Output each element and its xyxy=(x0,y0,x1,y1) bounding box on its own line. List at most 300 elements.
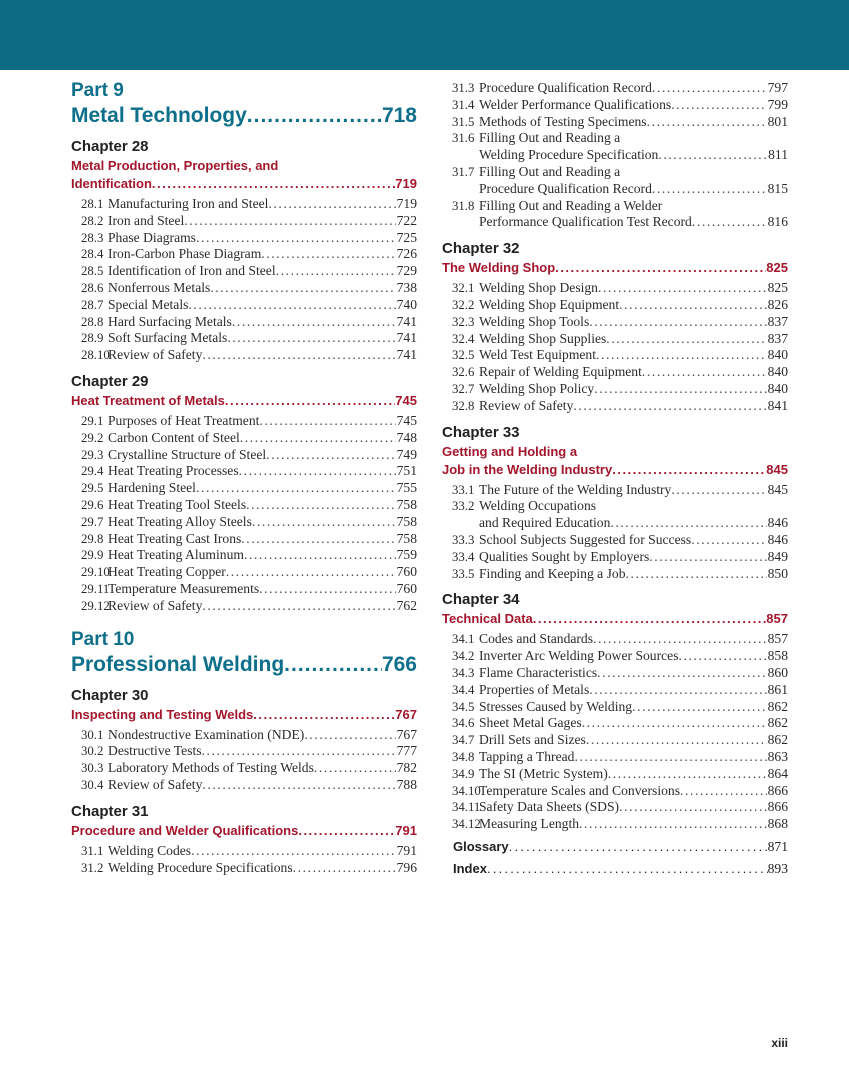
section-number: 34.7 xyxy=(452,733,475,748)
leader-dots xyxy=(298,822,395,840)
section-number: 34.12 xyxy=(452,817,481,832)
chapter-label: Chapter 32 xyxy=(442,240,520,258)
section-number: 31.6 xyxy=(452,131,475,146)
toc-entry[interactable] xyxy=(442,665,788,682)
leader-dots xyxy=(227,330,395,347)
entry-last-line xyxy=(108,727,417,744)
backmatter-page: 871 xyxy=(767,838,788,854)
entry-last-line xyxy=(108,330,417,347)
chapter-page: 857 xyxy=(766,611,788,627)
entry-page: 748 xyxy=(396,429,417,445)
entry-last-line xyxy=(479,114,788,131)
entry-last-line xyxy=(108,547,417,564)
entry-page: 840 xyxy=(767,380,788,396)
leader-dots xyxy=(244,547,396,564)
toc-entry[interactable] xyxy=(71,330,417,347)
toc-entry[interactable] xyxy=(442,114,788,131)
leader-dots xyxy=(533,610,767,628)
entry-title: Heat Treating Aluminum xyxy=(108,547,244,563)
chapter-label: Chapter 29 xyxy=(71,372,149,390)
entry-last-line xyxy=(479,314,788,331)
section-number: 33.5 xyxy=(452,566,475,581)
entry-body xyxy=(479,130,788,164)
toc-left-column xyxy=(71,80,417,881)
entry-page: 846 xyxy=(767,531,788,547)
chapter-title-line[interactable]: Metal Production, Properties, and xyxy=(71,158,279,173)
toc-entry[interactable] xyxy=(442,482,788,499)
entry-last-line xyxy=(108,777,417,794)
entry-title: Nondestructive Examination (NDE) xyxy=(108,726,305,742)
entry-page: 777 xyxy=(396,743,417,759)
entry-body xyxy=(479,381,788,398)
entry-last-line xyxy=(479,566,788,583)
leader-dots xyxy=(188,297,395,314)
toc-entry[interactable] xyxy=(71,447,417,464)
entry-title: Measuring Length xyxy=(479,816,580,832)
toc-entry[interactable] xyxy=(71,514,417,531)
toc-entry[interactable] xyxy=(442,699,788,716)
entry-title: Review of Safety xyxy=(108,347,203,363)
leader-dots xyxy=(487,861,768,877)
leader-dots xyxy=(608,766,767,783)
header-bar xyxy=(0,0,849,70)
chapter-title[interactable] xyxy=(442,461,788,479)
section-number: 32.2 xyxy=(452,297,475,312)
entry-page: 799 xyxy=(767,96,788,112)
section-number: 34.2 xyxy=(452,649,475,664)
toc-entry[interactable] xyxy=(442,732,788,749)
toc-entry[interactable] xyxy=(442,799,788,816)
entry-page: 719 xyxy=(396,196,417,211)
section-number: 33.1 xyxy=(452,482,475,497)
toc-entry[interactable] xyxy=(71,430,417,447)
section-number: 30.4 xyxy=(81,777,104,792)
entry-title: Repair of Welding Equipment xyxy=(479,364,642,380)
toc-entry[interactable] xyxy=(71,547,417,564)
part-block xyxy=(71,629,417,678)
section-number: 33.3 xyxy=(452,532,475,547)
entry-page: 801 xyxy=(767,113,788,129)
toc-entry[interactable] xyxy=(442,314,788,331)
entry-page: 862 xyxy=(767,732,788,748)
entry-title: Hard Surfacing Metals xyxy=(108,313,232,329)
continued-entry-list xyxy=(442,80,788,231)
entry-last-line xyxy=(108,760,417,777)
toc-entry[interactable] xyxy=(71,727,417,744)
toc-entry[interactable] xyxy=(442,130,788,164)
entry-body xyxy=(108,581,417,598)
chapter-title[interactable] xyxy=(442,259,788,277)
section-number: 29.12 xyxy=(81,598,110,613)
toc-entry[interactable] xyxy=(71,280,417,297)
chapter-title-text: Identification xyxy=(71,176,152,191)
entry-last-line xyxy=(479,482,788,499)
toc-entry[interactable] xyxy=(442,498,788,532)
entry-last-line xyxy=(479,799,788,816)
entry-list xyxy=(71,727,417,794)
chapter-label: Chapter 30 xyxy=(71,686,149,704)
entry-body xyxy=(108,480,417,497)
leader-dots xyxy=(652,80,767,97)
entry-title: Welding Procedure Specifications xyxy=(108,859,293,875)
leader-dots xyxy=(589,682,766,699)
toc-entry[interactable] xyxy=(442,566,788,583)
entry-title: Heat Treating Processes xyxy=(108,463,239,479)
entry-title: Procedure Qualification Record xyxy=(479,80,652,95)
section-number: 32.3 xyxy=(452,314,475,329)
section-number: 29.4 xyxy=(81,464,104,479)
part-block xyxy=(71,80,417,129)
section-number: 34.4 xyxy=(452,682,475,697)
toc-entry[interactable] xyxy=(442,648,788,665)
entry-last-line xyxy=(108,843,417,860)
entry-last-line xyxy=(108,246,417,263)
entry-page: 767 xyxy=(396,726,417,742)
leader-dots xyxy=(606,331,766,348)
toc-entry[interactable] xyxy=(442,766,788,783)
section-number: 29.9 xyxy=(81,548,104,563)
entry-last-line xyxy=(479,398,788,415)
section-number: 31.3 xyxy=(452,81,475,95)
part-page: 766 xyxy=(381,652,417,676)
toc-entry[interactable] xyxy=(442,631,788,648)
toc-entry[interactable] xyxy=(442,331,788,348)
chapter-title-text: Technical Data xyxy=(442,611,533,627)
entry-page: 816 xyxy=(767,214,788,230)
section-number: 28.3 xyxy=(81,230,104,245)
part-title-text: Metal Technology xyxy=(71,104,247,127)
toc-entry[interactable] xyxy=(71,480,417,497)
entry-page: 845 xyxy=(767,481,788,497)
entry-page: 751 xyxy=(396,463,417,479)
entry-last-line xyxy=(479,816,788,833)
part-title-text: Professional Welding xyxy=(71,652,285,676)
section-number: 32.6 xyxy=(452,365,475,380)
leader-dots xyxy=(596,347,767,364)
entry-title: Properties of Metals xyxy=(479,681,590,697)
entry-title: Qualities Sought by Employers xyxy=(479,548,650,564)
entry-page: 863 xyxy=(767,748,788,764)
section-number: 34.9 xyxy=(452,766,475,781)
leader-dots xyxy=(259,581,395,598)
leader-dots xyxy=(196,230,396,247)
leader-dots xyxy=(253,706,395,724)
chapter-page: 825 xyxy=(766,260,788,276)
chapter-block xyxy=(442,423,788,583)
leader-dots xyxy=(241,531,395,548)
entry-body xyxy=(479,715,788,732)
entry-title: Welding Shop Equipment xyxy=(479,296,620,312)
entry-body xyxy=(479,631,788,648)
entry-body xyxy=(479,331,788,348)
part-number: Part 9 xyxy=(71,80,124,101)
section-number: 32.4 xyxy=(452,331,475,346)
toc-entry[interactable] xyxy=(71,230,417,247)
entry-body xyxy=(108,777,417,794)
toc-entry[interactable] xyxy=(71,564,417,581)
toc-entry[interactable] xyxy=(71,760,417,777)
entry-title: Welder Performance Qualifications xyxy=(479,96,672,112)
entry-body xyxy=(479,682,788,699)
entry-title: Welding Codes xyxy=(108,842,192,858)
entry-page: 841 xyxy=(767,397,788,413)
entry-page: 796 xyxy=(396,859,417,875)
leader-dots xyxy=(589,314,766,331)
toc-entry[interactable] xyxy=(442,280,788,297)
entry-body xyxy=(108,230,417,247)
entry-title: Welding Procedure Specification xyxy=(479,147,659,163)
entry-last-line xyxy=(479,699,788,716)
entry-body xyxy=(108,447,417,464)
entry-page: 846 xyxy=(767,515,788,531)
part-title[interactable] xyxy=(71,102,417,129)
toc-entry[interactable] xyxy=(442,297,788,314)
entry-title-part: Filling Out and Reading a xyxy=(479,130,621,146)
index-entry[interactable] xyxy=(442,861,788,877)
entry-title: Review of Safety xyxy=(108,776,203,792)
toc-entry[interactable] xyxy=(442,715,788,732)
entry-title: Welding Shop Policy xyxy=(479,380,595,396)
entry-body xyxy=(479,566,788,583)
leader-dots xyxy=(240,430,396,447)
entry-body xyxy=(479,498,788,532)
leader-dots xyxy=(649,549,766,566)
section-number: 34.3 xyxy=(452,665,475,680)
entry-title: Temperature Measurements xyxy=(108,580,260,596)
entry-page: 858 xyxy=(767,648,788,664)
section-number: 29.7 xyxy=(81,514,104,529)
leader-dots xyxy=(225,392,395,410)
toc-entry[interactable] xyxy=(442,164,788,198)
leader-dots xyxy=(593,631,767,648)
entry-title: Drill Sets and Sizes xyxy=(479,732,586,748)
chapter-title[interactable] xyxy=(71,175,417,193)
entry-last-line xyxy=(479,783,788,800)
entry-last-line xyxy=(108,581,417,598)
chapter-label: Chapter 31 xyxy=(71,802,149,820)
leader-dots xyxy=(191,843,396,860)
toc-entry[interactable] xyxy=(442,549,788,566)
section-number: 29.8 xyxy=(81,531,104,546)
entry-body xyxy=(108,280,417,297)
entry-page: 815 xyxy=(767,180,788,196)
toc-entry[interactable] xyxy=(71,531,417,548)
entry-body xyxy=(108,598,417,615)
chapter-label: Chapter 34 xyxy=(442,591,520,609)
entry-last-line xyxy=(108,430,417,447)
entry-page: 862 xyxy=(767,698,788,714)
chapter-title-text: Job in the Welding Industry xyxy=(442,461,613,477)
toc-entry[interactable] xyxy=(442,749,788,766)
glossary-entry[interactable] xyxy=(442,839,788,855)
chapter-title-line[interactable]: Getting and Holding a xyxy=(442,443,578,459)
part-page: 718 xyxy=(381,104,417,127)
entry-page: 762 xyxy=(396,597,417,613)
entry-last-line xyxy=(108,347,417,364)
toc-entry[interactable] xyxy=(71,581,417,598)
toc-entry[interactable] xyxy=(442,816,788,833)
section-number: 28.4 xyxy=(81,247,104,262)
toc-entry[interactable] xyxy=(442,347,788,364)
entry-body xyxy=(479,347,788,364)
toc-entry[interactable] xyxy=(442,198,788,232)
chapter-page: 791 xyxy=(395,822,417,838)
toc-entry[interactable] xyxy=(71,347,417,364)
entry-body xyxy=(479,699,788,716)
section-number: 28.6 xyxy=(81,280,104,295)
section-number: 31.7 xyxy=(452,164,475,179)
toc-entry[interactable] xyxy=(71,297,417,314)
chapter-title[interactable] xyxy=(71,822,417,840)
entry-last-line xyxy=(479,549,788,566)
entry-last-line xyxy=(479,331,788,348)
entry-body xyxy=(479,783,788,800)
toc-entry[interactable] xyxy=(71,843,417,860)
toc-entry[interactable] xyxy=(442,97,788,114)
section-number: 31.4 xyxy=(452,97,475,112)
toc-entry[interactable] xyxy=(71,314,417,331)
entry-title: Welding Shop Design xyxy=(479,280,598,296)
toc-entry[interactable] xyxy=(442,80,788,97)
entry-body xyxy=(479,398,788,415)
leader-dots xyxy=(202,777,395,794)
entry-body xyxy=(479,164,788,198)
leader-dots xyxy=(555,259,766,277)
leader-dots xyxy=(671,97,766,114)
entry-page: 726 xyxy=(396,246,417,262)
section-number: 32.8 xyxy=(452,398,475,413)
toc-entry[interactable] xyxy=(442,381,788,398)
entry-body xyxy=(108,547,417,564)
entry-last-line xyxy=(108,196,417,213)
chapter-title[interactable] xyxy=(71,706,417,724)
entry-title-part: Filling Out and Reading a Welder xyxy=(479,197,663,213)
toc-entry[interactable] xyxy=(71,463,417,480)
entry-body xyxy=(479,532,788,549)
entry-title: Tapping a Thread xyxy=(479,748,575,764)
entry-title: Methods of Testing Specimens xyxy=(479,113,647,129)
entry-body xyxy=(479,648,788,665)
leader-dots xyxy=(632,699,767,716)
section-number: 28.5 xyxy=(81,264,104,279)
entry-last-line xyxy=(479,280,788,297)
chapter-page: 719 xyxy=(395,176,417,191)
toc-entry[interactable] xyxy=(71,598,417,615)
toc-entry[interactable] xyxy=(71,196,417,213)
entry-title: Carbon Content of Steel xyxy=(108,429,240,445)
leader-dots xyxy=(202,598,395,615)
entry-list xyxy=(442,631,788,833)
entry-body xyxy=(479,114,788,131)
entry-last-line xyxy=(108,860,417,877)
section-number: 29.11 xyxy=(81,581,110,596)
entry-body xyxy=(108,743,417,760)
entry-body xyxy=(479,314,788,331)
leader-dots xyxy=(261,246,395,263)
toc-entry[interactable] xyxy=(442,398,788,415)
toc-entry[interactable] xyxy=(71,413,417,430)
leader-dots xyxy=(509,839,768,855)
entry-body xyxy=(479,482,788,499)
leader-dots xyxy=(268,196,395,213)
entry-body xyxy=(479,280,788,297)
entry-last-line xyxy=(479,732,788,749)
entry-page: 760 xyxy=(396,580,417,596)
entry-list xyxy=(442,482,788,583)
leader-dots xyxy=(284,651,382,678)
leader-dots xyxy=(671,482,766,499)
chapter-title-text: Heat Treatment of Metals xyxy=(71,392,225,408)
chapter-title[interactable] xyxy=(442,610,788,628)
entry-body xyxy=(108,463,417,480)
entry-last-line xyxy=(108,280,417,297)
leader-dots xyxy=(582,715,767,732)
toc-entry[interactable] xyxy=(442,682,788,699)
entry-title: Heat Treating Cast Irons xyxy=(108,530,242,546)
leader-dots xyxy=(184,213,395,230)
entry-last-line xyxy=(479,749,788,766)
chapter-page: 767 xyxy=(395,706,417,722)
entry-page: 797 xyxy=(767,80,788,95)
leader-dots xyxy=(573,398,766,415)
toc-entry[interactable] xyxy=(71,497,417,514)
entry-body xyxy=(479,665,788,682)
section-number: 29.2 xyxy=(81,430,104,445)
leader-dots xyxy=(652,181,767,198)
entry-page: 759 xyxy=(396,547,417,563)
toc-entry[interactable] xyxy=(442,364,788,381)
section-number: 29.1 xyxy=(81,413,104,428)
toc-entry[interactable] xyxy=(71,263,417,280)
toc-entry[interactable] xyxy=(71,743,417,760)
leader-dots xyxy=(304,727,395,744)
entry-title: Heat Treating Copper xyxy=(108,564,226,580)
entry-body xyxy=(479,799,788,816)
page-number: xiii xyxy=(771,1036,788,1050)
leader-dots xyxy=(314,760,396,777)
entry-page: 862 xyxy=(767,715,788,731)
entry-page: 725 xyxy=(396,229,417,245)
entry-last-line xyxy=(479,347,788,364)
entry-last-line xyxy=(108,447,417,464)
entry-last-line xyxy=(479,648,788,665)
entry-text-line xyxy=(479,498,788,515)
leader-dots xyxy=(598,280,767,297)
entry-last-line xyxy=(479,181,788,198)
entry-list xyxy=(442,280,788,414)
entry-title: Manufacturing Iron and Steel xyxy=(108,196,269,211)
toc-entry[interactable] xyxy=(71,860,417,877)
entry-last-line xyxy=(479,364,788,381)
entry-title: The Future of the Welding Industry xyxy=(479,481,672,497)
leader-dots xyxy=(658,147,767,164)
chapter-title[interactable] xyxy=(71,392,417,410)
leader-dots xyxy=(202,347,395,364)
part-title[interactable] xyxy=(71,651,417,678)
toc-entry[interactable] xyxy=(71,246,417,263)
toc-entry[interactable] xyxy=(442,783,788,800)
toc-entry[interactable] xyxy=(71,777,417,794)
entry-last-line xyxy=(108,480,417,497)
leader-dots xyxy=(293,860,396,877)
leader-dots xyxy=(276,263,396,280)
toc-entry[interactable] xyxy=(71,213,417,230)
section-number: 28.2 xyxy=(81,213,104,228)
entry-title: Flame Characteristics xyxy=(479,664,598,680)
toc-entry[interactable] xyxy=(442,532,788,549)
entry-text-line xyxy=(479,164,788,181)
entry-page: 740 xyxy=(396,296,417,312)
